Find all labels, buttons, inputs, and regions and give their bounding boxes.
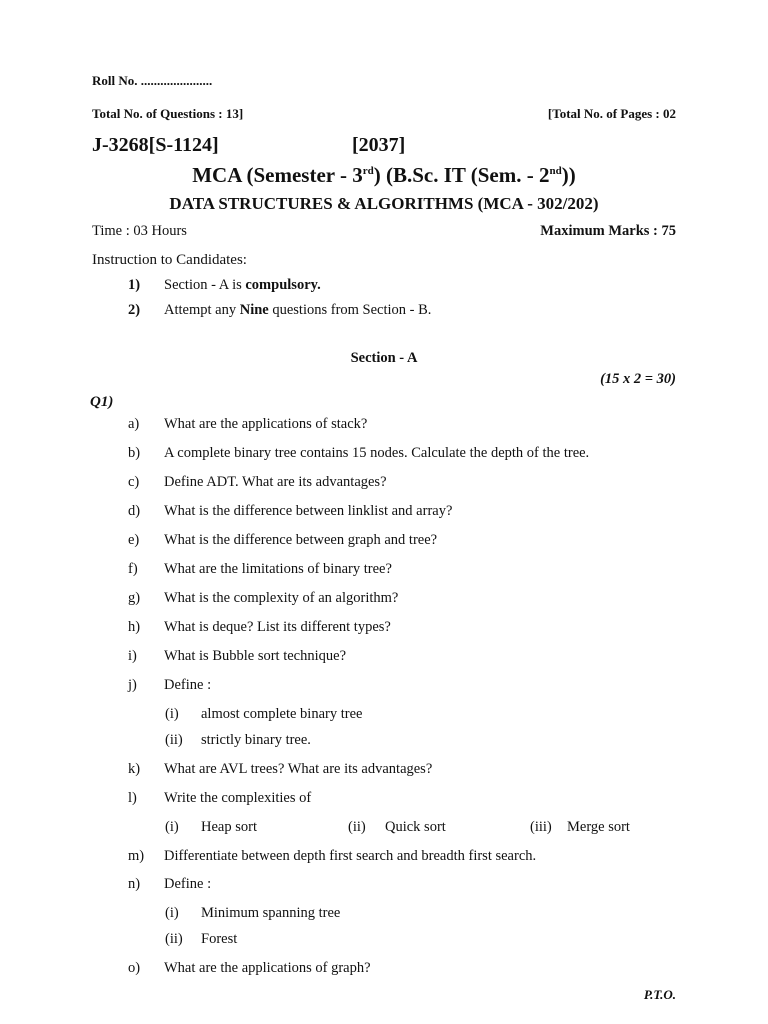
sub-question-label: (ii) [165,732,183,748]
pto-marker: P.T.O. [643,987,676,1002]
question-text: What is Bubble sort technique? [164,648,347,664]
question-label-n: n) [128,876,141,892]
question-text: What are the applications of stack? [164,416,368,432]
section-a-marks: (15 x 2 = 30) [600,371,676,387]
question-label-h: h) [128,619,141,635]
sub-question-text: almost complete binary tree [201,706,363,722]
instruction-number: 1) [128,277,141,293]
question-label-m: m) [128,848,145,864]
question-label-o: o) [128,960,141,976]
paper-code: J-3268[S-1124] [92,134,219,156]
question-text: Define : [164,876,212,892]
sub-question-label: (i) [165,905,179,921]
question-text: What are AVL trees? What are its advantages? [164,761,433,777]
maximum-marks: Maximum Marks : 75 [540,223,676,239]
question-label-b: b) [128,445,141,461]
course-title: MCA (Semester - 3rd) (B.Sc. IT (Sem. - 2nd)) [192,163,576,187]
question-text: Differentiate between depth first search and breadth first search. [164,848,537,864]
question-text: What is the difference between graph and tree? [164,532,438,548]
sub-question-text: Quick sort [385,819,446,835]
question-text: Define ADT. What are its advantages? [164,474,387,490]
sub-question-label: (i) [165,706,179,722]
question-label-e: e) [128,532,140,548]
sub-question-label: (ii) [165,931,183,947]
question-text: Write the complexities of [164,790,312,806]
sub-question-text: strictly binary tree. [201,732,311,748]
sub-question-text: Heap sort [201,819,257,835]
instruction-item: Section - A is compulsory. [164,277,321,293]
question-text: A complete binary tree contains 15 nodes. Calculate the depth of the tree. [164,445,590,461]
subject-title: DATA STRUCTURES & ALGORITHMS (MCA - 302/202) [169,194,599,213]
question-label-d: d) [128,503,141,519]
instruction-item: Attempt any Nine questions from Section - B. [164,302,432,318]
sub-question-label: (ii) [348,819,366,835]
sub-question-text: Minimum spanning tree [201,905,341,921]
total-pages: [Total No. of Pages : 02 [547,106,676,121]
question-text: What are the limitations of binary tree? [164,561,392,577]
roll-no: Roll No. ...................... [92,73,213,88]
question-text: Define : [164,677,212,693]
instructions-heading: Instruction to Candidates: [92,252,247,268]
question-label-c: c) [128,474,140,490]
instruction-number: 2) [128,302,141,318]
question-label-g: g) [128,590,141,606]
sub-question-text: Forest [201,931,238,947]
sub-question-label: (i) [165,819,179,835]
question-label: Q1) [90,394,114,410]
question-text: What is the complexity of an algorithm? [164,590,399,606]
question-text: What is the difference between linklist and array? [164,503,453,519]
paper-number: [2037] [352,134,406,156]
question-label-l: l) [128,790,137,806]
sub-question-label: (iii) [530,819,552,835]
sub-question-text: Merge sort [567,819,630,835]
time-limit: Time : 03 Hours [92,223,187,239]
question-label-k: k) [128,761,141,777]
question-label-j: j) [128,677,137,693]
total-questions: Total No. of Questions : 13] [92,106,244,121]
question-label-i: i) [128,648,137,664]
section-a-title: Section - A [350,350,418,366]
question-text: What are the applications of graph? [164,960,371,976]
question-label-a: a) [128,416,140,432]
question-label-f: f) [128,561,138,577]
question-text: What is deque? List its different types? [164,619,391,635]
